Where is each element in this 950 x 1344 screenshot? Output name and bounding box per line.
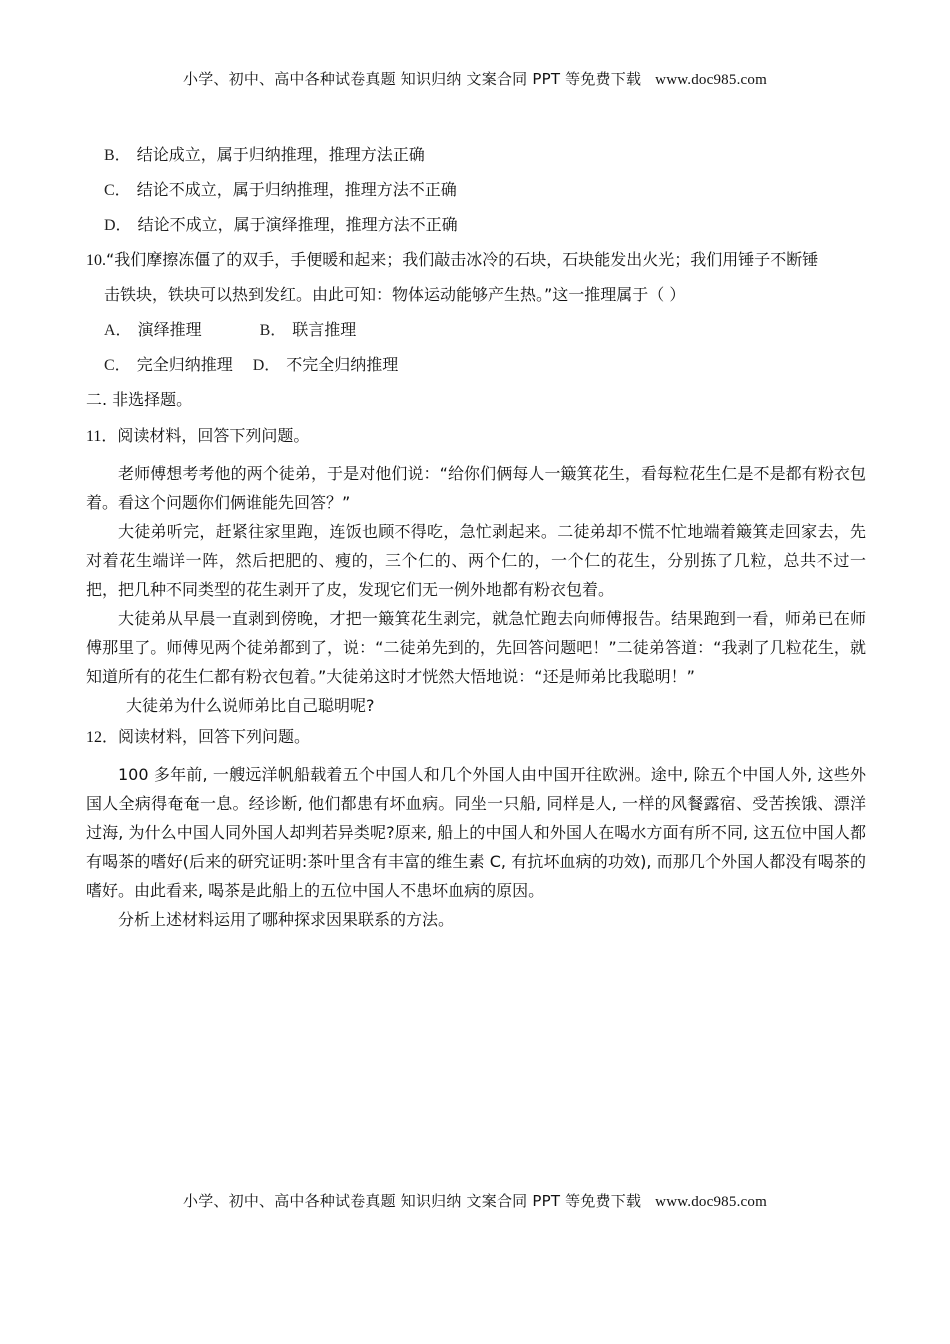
question-number: 10. (86, 252, 106, 269)
q10-stem-text1: “我们摩擦冻僵了的双手，手便暖和起来；我们敲击冰冷的石块，石块能发出火光；我们用锤子不断锤 (106, 250, 819, 269)
q12-heading (86, 725, 866, 760)
q9-option-b (86, 143, 866, 178)
q9-option-c (86, 178, 866, 213)
footer-site: www.doc985.com (655, 1194, 767, 1210)
q10-option-d: 不完全归纳推理 (286, 355, 399, 374)
q10-stem-text2: 击铁块，铁块可以热到发红。由此可知：物体运动能够产生热。”这一推理属于（ ） (104, 285, 686, 304)
option-letter: D． (104, 217, 132, 234)
q11-paragraph-3: 大徒弟从早晨一直剥到傍晚，才把一簸箕花生剥完，就急忙跑去向师傅报告。结果跑到一看，师弟已在师傅那里了。师傅见两个徒弟都到了，说：“二徒弟先到的，先回答问题吧！”二徒弟答道：“我剥了几粒花生，就知道所有的花生仁都有粉衣包着。”大徒弟这时才恍然大悟地说：“还是师弟比我聪明！” (86, 609, 866, 686)
q10-option-b: 联言推理 (292, 320, 357, 339)
q9-option-d (86, 213, 866, 248)
option-letter: A． (104, 322, 132, 339)
q10-options-row1 (86, 318, 866, 353)
q10-stem-line2 (86, 283, 866, 318)
q11-paragraph-1: 老师傅想考考他的两个徒弟，于是对他们说：“给你们俩每人一簸箕花生，看每粒花生仁是不是都有粉衣包着。看这个问题你们俩谁能先回答？” (86, 464, 866, 512)
q12-paragraph-2: 分析上述材料运用了哪种探求因果联系的方法。 (118, 910, 455, 929)
footer-text: 小学、初中、高中各种试卷真题 知识归纳 文案合同 PPT 等免费下载 (183, 1192, 642, 1210)
q10-stem-line1 (86, 248, 866, 283)
q12-title: 阅读材料，回答下列问题。 (118, 727, 311, 746)
q11-paragraph-2: 大徒弟听完，赶紧往家里跑，连饭也顾不得吃，急忙剥起来。二徒弟却不慌不忙地端着簸箕走回家去，先对着花生端详一阵，然后把肥的、瘦的，三个仁的、两个仁的，一个仁的花生，分别拣了几粒，总共不过一把，把几种不同类型的花生剥开了皮，发现它们无一例外地都有粉衣包着。 (86, 522, 866, 599)
question-number: 11． (86, 428, 118, 445)
q10-option-a: 演绎推理 (137, 320, 202, 339)
q10-option-c: 完全归纳推理 (136, 355, 233, 374)
page-content (86, 143, 866, 934)
q11-question: 大徒弟为什么说师弟比自己聪明呢? (126, 696, 375, 715)
question-number: 12． (86, 729, 119, 746)
option-letter: D． (252, 357, 281, 374)
page-footer (0, 1190, 950, 1211)
option-letter: B． (259, 322, 287, 339)
section-title: 二. 非选择题。 (86, 390, 193, 409)
q12-paragraph-1: 100 多年前, 一艘远洋帆船载着五个中国人和几个外国人由中国开往欧洲。途中, 除五个中国人外, 这些外国人全病得奄奄一息。经诊断, 他们都患有坏血病。同坐一只船, 同样是人, 一样的风餐露宿、受苦挨饿、漂洋过海, 为什么中国人同外国人却判若异类呢?原来, 船上的中国人和外国人在喝水方面有所不同, 这五位中国人都有喝茶的嗜好(后来的研究证明:茶叶里含有丰富的维生素 C, 有抗坏血病的功效), 而那几个外国人都没有喝茶的嗜好。由此看来, 喝茶是此船上的五位中国人不患坏血病的原因。 (86, 765, 866, 900)
q11-title: 阅读材料，回答下列问题。 (117, 426, 310, 445)
q11-heading (86, 424, 866, 459)
option-text: 结论不成立，属于演绎推理，推理方法不正确 (137, 215, 458, 234)
option-text: 结论不成立，属于归纳推理，推理方法不正确 (136, 180, 457, 199)
option-letter: C． (104, 182, 131, 199)
header-site: www.doc985.com (655, 72, 767, 88)
option-letter: C． (104, 357, 131, 374)
header-text: 小学、初中、高中各种试卷真题 知识归纳 文案合同 PPT 等免费下载 (183, 70, 642, 88)
q10-options-row2 (86, 353, 866, 388)
option-letter: B． (104, 147, 131, 164)
page-header (0, 68, 950, 89)
option-text: 结论成立，属于归纳推理，推理方法正确 (136, 145, 425, 164)
